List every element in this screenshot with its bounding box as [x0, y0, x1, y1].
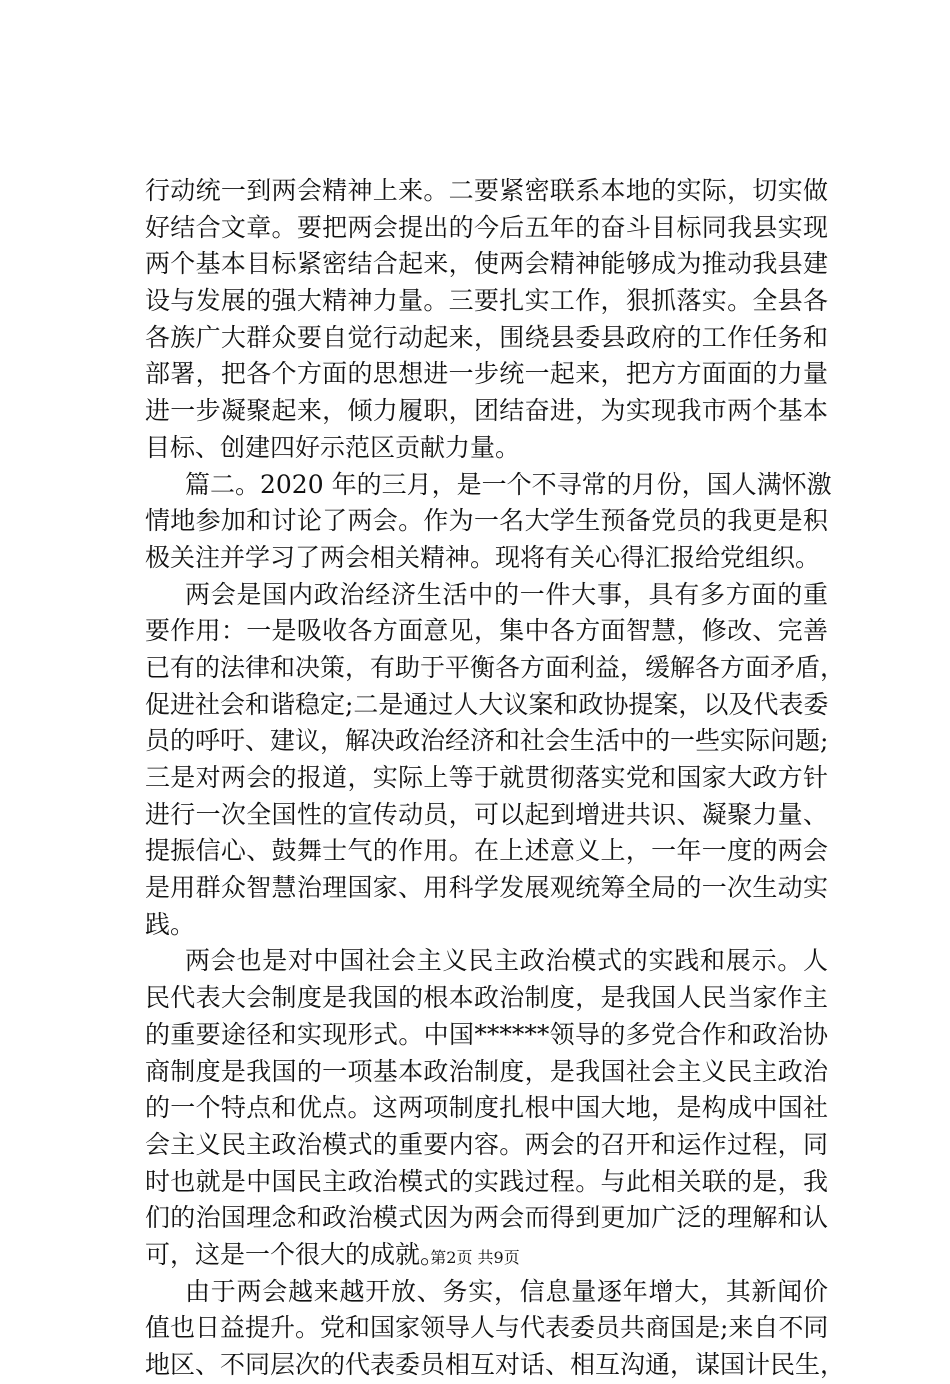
text-line: 民代表大会制度是我国的根本政治制度，是我国人民当家作主 — [145, 983, 828, 1013]
text-line: 是用群众智慧治理国家、用科学发展观统筹全局的一次生动实 — [145, 873, 828, 903]
text-line: 的重要途径和实现形式。中国******领导的多党合作和政治协 — [145, 1019, 828, 1049]
text-line: 极关注并学习了两会相关精神。现将有关心得汇报给党组织。 — [145, 542, 821, 572]
text-line: 可，这是一个很大的成就。 — [145, 1239, 446, 1269]
text-line: 好结合文章。要把两会提出的今后五年的奋斗目标同我县实现 — [145, 212, 828, 242]
text-line: 三是对两会的报道，实际上等于就贯彻落实党和国家大政方针 — [145, 763, 828, 792]
text-line: 由于两会越来越开放、务实，信息量逐年增大，其新闻价 — [185, 1276, 828, 1306]
text-line: 已有的法律和决策，有助于平衡各方面利益，缓解各方面矛盾， — [145, 652, 846, 682]
text-line: 员的呼吁、建议，解决政治经济和社会生活中的一些实际问题; — [145, 726, 829, 756]
page-footer: 第2页 共9页 — [430, 1248, 520, 1267]
document-body — [145, 173, 846, 1384]
text-line: 设与发展的强大精神力量。三要扎实工作，狠抓落实。全县各 — [145, 286, 828, 316]
text-line: 情地参加和讨论了两会。作为一名大学生预备党员的我更是积 — [145, 506, 828, 536]
text-line: 进行一次全国性的宣传动员，可以起到增进共识、凝聚力量、 — [145, 799, 828, 829]
text-line: 值也日益提升。党和国家领导人与代表委员共商国是;来自不同 — [145, 1313, 829, 1343]
text-line: 各族广大群众要自觉行动起来，围绕县委县政府的工作任务和 — [145, 322, 828, 352]
text-line: 提振信心、鼓舞士气的作用。在上述意义上，一年一度的两会 — [145, 836, 828, 866]
text-line: 要作用：一是吸收各方面意见，集中各方面智慧，修改、完善 — [145, 616, 828, 646]
text-line: 会主义民主政治模式的重要内容。两会的召开和运作过程，同 — [145, 1129, 828, 1159]
text-line: 两会也是对中国社会主义民主政治模式的实践和展示。人 — [185, 946, 828, 976]
text-line: 目标、创建四好示范区贡献力量。 — [145, 432, 521, 462]
text-line: 进一步凝聚起来，倾力履职，团结奋进，为实现我市两个基本 — [145, 396, 828, 426]
text-line: 践。 — [145, 909, 196, 939]
text-line: 篇二。2020 年的三月，是一个不寻常的月份，国人满怀激 — [185, 469, 832, 499]
text-line: 们的治国理念和政治模式因为两会而得到更加广泛的理解和认 — [145, 1203, 828, 1233]
text-line: 两会是国内政治经济生活中的一件大事，具有多方面的重 — [185, 579, 828, 609]
text-line: 时也就是中国民主政治模式的实践过程。与此相关联的是，我 — [145, 1166, 828, 1196]
text-line: 商制度是我国的一项基本政治制度，是我国社会主义民主政治 — [145, 1056, 828, 1086]
text-line: 行动统一到两会精神上来。二要紧密联系本地的实际，切实做 — [145, 176, 828, 205]
text-line: 部署，把各个方面的思想进一步统一起来，把方方面面的力量 — [145, 359, 828, 389]
text-line: 的一个特点和优点。这两项制度扎根中国大地，是构成中国社 — [145, 1093, 828, 1123]
text-line: 两个基本目标紧密结合起来，使两会精神能够成为推动我县建 — [145, 249, 828, 279]
text-line: 地区、不同层次的代表委员相互对话、相互沟通，谋国计民生， — [145, 1350, 846, 1379]
text-line: 促进社会和谐稳定;二是通过人大议案和政协提案，以及代表委 — [145, 689, 829, 719]
